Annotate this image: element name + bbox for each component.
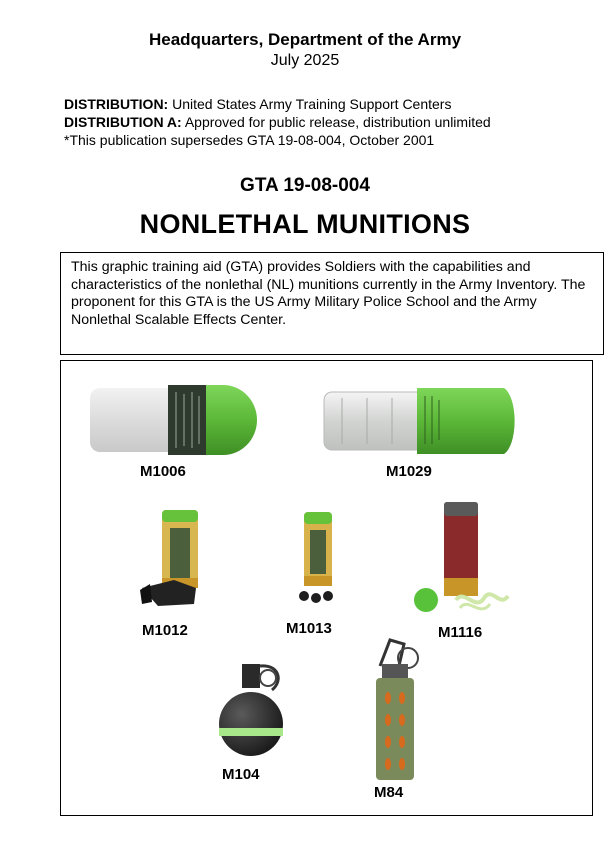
m1116-label: M1116 (438, 624, 483, 641)
m1116-photo (404, 500, 516, 618)
m1013-photo (294, 510, 340, 606)
m1029-label: M1029 (386, 463, 432, 480)
m84-label: M84 (374, 784, 404, 801)
m1013-label: M1013 (286, 620, 332, 637)
m104-label: M104 (222, 766, 260, 783)
gta-number: GTA 19-08-004 (240, 175, 370, 196)
m1012-label: M1012 (142, 622, 188, 639)
m1006-label: M1006 (140, 463, 186, 480)
header-org: Headquarters, Department of the Army (148, 30, 462, 49)
m1012-photo (134, 508, 214, 612)
distribution-line-1 (64, 95, 451, 113)
distribution-text: United States Army Training Support Centers (168, 96, 452, 112)
m1029-photo (322, 386, 520, 456)
distribution-a-label: DISTRIBUTION A: (64, 114, 182, 130)
m84-photo (364, 636, 424, 784)
supersedes-note: *This publication supersedes GTA 19-08-004, October 2001 (64, 132, 435, 148)
page-title: NONLETHAL MUNITIONS (139, 209, 471, 239)
distribution-a-text: Approved for public release, distribution unlimited (181, 114, 491, 130)
header-date: July 2025 (270, 52, 340, 69)
distribution-line-2 (64, 113, 491, 131)
distribution-label: DISTRIBUTION: (64, 96, 169, 112)
m104-photo (214, 656, 290, 764)
m1006-photo (88, 382, 260, 458)
intro-box: This graphic training aid (GTA) provides Soldiers with the capabilities and characteristics of the nonlethal (NL) munitions currently in the Army Inventory. The proponent for this GTA is the US Army Military Police School and the Army Nonlethal Scalable Effects Center. (60, 252, 604, 355)
